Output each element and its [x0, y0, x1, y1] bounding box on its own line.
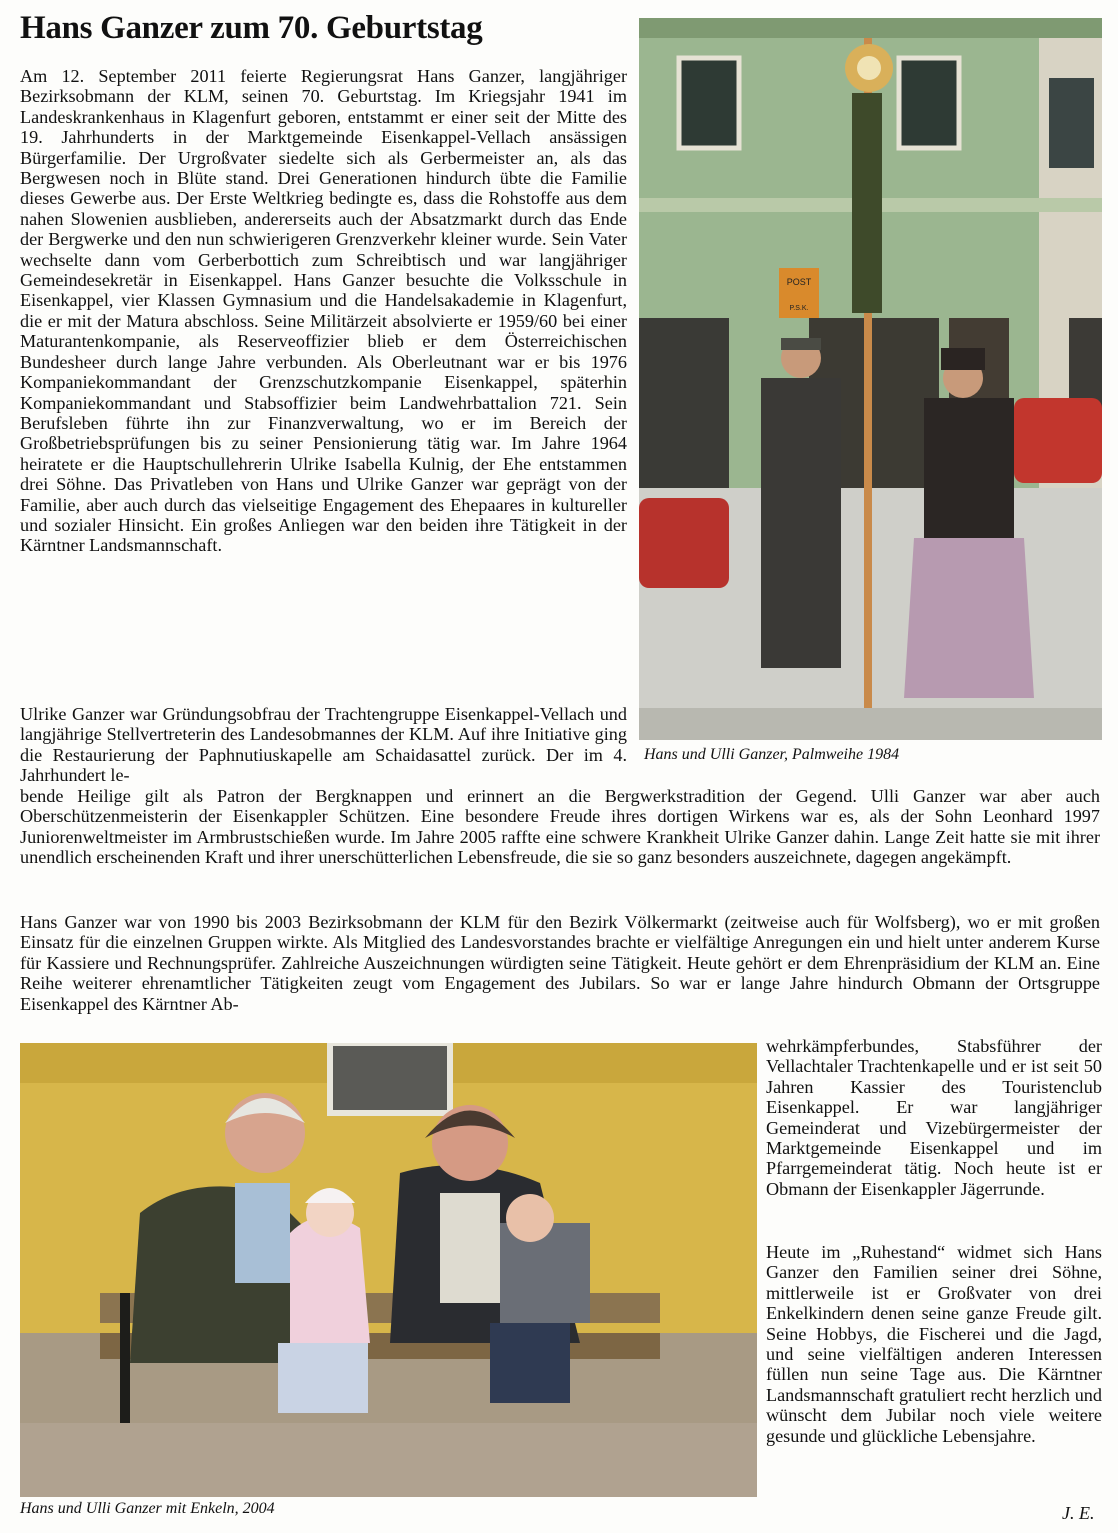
top-photo-caption: Hans und Ulli Ganzer, Palmweihe 1984	[644, 746, 900, 763]
paragraph-3-start: Hans Ganzer war von 1990 bis 2003 Bezirksobmann der KLM für den Bezirk Völkermarkt (zeitweise auch für Wolfsberg), wo er mit großen Einsatz für die einzelnen Gruppen wirkte. Als Mitglied des Landesvorstandes brachte er vielfältige Anregungen ein und hielt unter anderem Kurse für Kassiere und Rechnungsprüfer. Zahlreiche Auszeichnungen würdigten seine Tätigkeit. Heute gehört er dem Ehrenpräsidium der KLM an. Eine Reihe weiterer ehrenamtlicher Tätigkeiten zeugt vom Engagement des Jubilars. So war er lange Jahre hindurch Obmann der Ortsgruppe Eisenkappel des Kärntner Ab-	[20, 912, 1100, 1014]
bottom-photo-caption: Hans und Ulli Ganzer mit Enkeln, 2004	[20, 1500, 275, 1517]
paragraph-1: Am 12. September 2011 feierte Regierungsrat Hans Ganzer, langjähriger Bezirksobmann der KLM, seinen 70. Geburtstag. Im Kriegsjahr 1941 im Landeskrankenhaus in Klagenfurt geboren, entstammt er einer seit der Mitte des 19. Jahrhunderts in der Marktgemeinde Eisenkappel-Vellach ansässigen Bürgerfamilie. Der Urgroßvater siedelte sich als Gerbermeister an, als das Bergwesen noch in Blüte stand. Drei Generationen hindurch übte die Familie dieses Gewerbe aus. Der Erste Weltkrieg bedingte es, dass die Rohstoffe aus dem nahen Slowenien ausblieben, andererseits auch der Absatzmarkt durch das Ende der Bergwerke und den nun schwierigeren Grenzverkehr kleiner wurde. Sein Vater wechselte dann vom Gerberbottich zum Schreibtisch und war langjähriger Gemeindesekretär in Eisenkappel. Hans Ganzer besuchte die Volksschule in Eisenkappel, vier Klassen Gymnasium und die Handelsakademie in Klagenfurt, die er mit der Matura abschloss. Seine Militärzeit absolvierte er 1959/60 bei einer Maturantenkompanie, als Reserveoffizier blieb er dem Österreichischen Bundesheer durch lange Jahre verbunden. Als Oberleutnant war er bis 1976 Kompaniekommandant der Grenzschutzkompanie Eisenkappel, späterhin Kompaniekommandant und Stabsoffizier beim Landwehrbattalion 721. Sein Berufsleben führte ihn zur Finanzverwaltung, wo er im Bereich der Großbetriebsprüfungen bis zu seiner Pensionierung tätig war. Im Jahre 1964 heiratete er die Hauptschullehrerin Ulrike Isabella Kulnig, der Ehe entstammen drei Söhne. Das Privatleben von Hans und Ulrike Ganzer war geprägt von der Familie, aber auch durch das vielseitige Engagement des Ehepaares in kultureller und sozialer Hinsicht. Ein großes Anliegen war den beiden ihre Tätigkeit in der Kärntner Landsmannschaft.	[20, 66, 627, 556]
photo-mit-enkeln	[20, 1043, 757, 1497]
paragraph-2-start: Ulrike Ganzer war Gründungsobfrau der Trachtengruppe Eisenkappel-Vellach und langjährige Stellvertreterin des Landesobmannes der KLM. Auf ihre Initiative ging die Restaurierung der Paphnutiuskapelle am Schaidasattel zurück. Der im 4. Jahrhundert le-	[20, 704, 627, 786]
author-signature: J. E.	[1062, 1503, 1095, 1523]
article-title: Hans Ganzer zum 70. Geburtstag	[20, 10, 483, 46]
sign-psk: P.S.K.	[789, 305, 809, 312]
paragraph-4: Heute im „Ruhestand“ widmet sich Hans Ganzer den Familien seiner drei Söhne, mittlerweile ist er Großvater von drei Enkelkindern denen seine ganze Freude gilt. Seine Hobbys, die Fischerei und die Jagd, und seine vielfältigen anderen Interessen füllen nun seine Tage aus. Die Kärntner Landsmannschaft gratuliert recht herzlich und wünscht dem Jubilar noch viele weitere gesunde und glückliche Lebensjahre.	[766, 1242, 1102, 1446]
paragraph-2-end: bende Heilige gilt als Patron der Bergknappen und erinnert an die Bergwerkstradition der Gegend. Ulli Ganzer war aber auch Oberschützenmeisterin der Eisenkappler Schützen. Eine besondere Freude ihres dortigen Wirkens war es, als der Sohn Leonhard 1997 Juniorenweltmeister im Armbrustschießen wurde. Im Jahre 2005 raffte eine schwere Krankheit Ulrike Ganzer dahin. Lange Zeit hatte sie mit ihrer unendlich erscheinenden Kraft und ihrer unerschütterlichen Lebensfreude, die sie so ganz besonders auszeichnete, dagegen angekämpft.	[20, 786, 1100, 868]
sign-post: POST	[786, 277, 812, 287]
photo-palmweihe	[639, 18, 1102, 740]
paragraph-3-end: wehrkämpferbundes, Stabsführer der Vellachtaler Trachtenkapelle und er ist seit 50 Jahren Kassier des Touristenclub Eisenkappel. Er war langjähriger Gemeinderat und Vizebürgermeister der Marktgemeinde Eisenkappel und im Pfarrgemeinderat tätig. Noch heute ist er Obmann der Eisenkappler Jägerrunde.	[766, 1036, 1102, 1199]
